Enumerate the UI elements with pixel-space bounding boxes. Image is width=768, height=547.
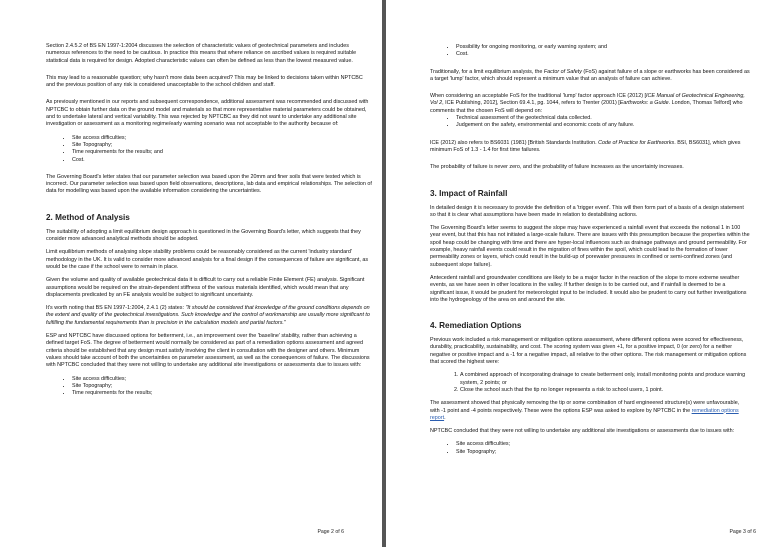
bullet-list — [430, 115, 750, 130]
text-run: . BSI, BS6031], which gives minimum FoS of 1.3 - 1.4 for first time failures. — [430, 139, 741, 153]
text-run: (FoS) against failure of a slope or earthworks has been considered as a target 'lump' factor, which should represent a minimum value that an analysis of failure can achieve. — [430, 68, 750, 82]
emphasis: Factor of Safety — [543, 68, 582, 75]
paragraph — [430, 69, 750, 84]
paragraph: In detailed design it is necessary to provide the definition of a 'trigger event'. This will then form part of a basis of a design statement so that it is clear what assumptions have been made in relation to destabilising actions. — [430, 204, 744, 218]
quote-text: "It should be considered that knowledge of the ground conditions depends on the extent and quality of the geotechnical investigations. Such knowledge and the control of workmanship are usually more significant to fulfilling the fundamental requirements than is precision in the calculation models and partial factors." — [46, 305, 370, 326]
text-run: Traditionally, for a limit equilibrium analysis, the — [430, 68, 544, 75]
paragraph — [46, 305, 372, 327]
paragraph: NPTCBC concluded that they were not willing to undertake any additional site investigations or assessments due to issues with: — [430, 428, 735, 435]
list-item: • Cost. — [72, 157, 372, 164]
text-run: ICE (2012) also refers to BS6031 (1981) [British Standards Institution. — [430, 139, 599, 146]
emphasis: Earthworks: a Guide — [619, 100, 669, 107]
list-item: • Judgement on the safety, environmental and economic costs of any failure. — [456, 122, 750, 129]
paragraph: Previous work included a risk management or mitigation options assessment, where different options were scored for effectiveness, durability, practicability, sustainability, and cost. The scoring system was given +1, for a positive impact, 0 (or zero) for a neither negative or positive impact and a -1 for a negative impact, all relative to the other options. The risk management or mitigation options that scored the highest were: — [430, 337, 747, 366]
numbered-list — [430, 372, 750, 394]
page-number: Page 2 of 6 — [317, 529, 344, 535]
emphasis: Code of Practice for Earthworks — [598, 139, 675, 146]
list-item: • Possibility for ongoing monitoring, or early warning system; and — [456, 44, 750, 51]
text-run: When considering an acceptable FoS for the traditional 'lump' factor approach ICE (2012) [ — [430, 93, 647, 100]
paragraph: Antecedent rainfall and groundwater conditions are likely to be a major factor in the reaction of the slope to more extreme weather events, as we have seen in other locations in the valley. If further design is to be carried out, and if rainfall is deemed to be a significant issue, it would be prudent for meteorologist input to be included. It would also be prudent to carry out further investigations into the hydrogeology of the area on and around the site. — [430, 274, 747, 303]
bullet-list — [46, 376, 372, 398]
text-run: It's worth noting that BS EN 1997-1:2004, 2.4.1 (2) states: — [46, 305, 186, 312]
list-item: • Time requirements for the results; and — [72, 149, 372, 156]
paragraph — [430, 400, 750, 422]
list-item: • Site Topography; — [72, 142, 372, 149]
list-item: • Site Topography; — [456, 449, 750, 456]
list-item: 2. Close the school such that the tip no longer represents a risk to school users, 1 point. — [460, 387, 750, 394]
paragraph: Limit equilibrium methods of analysing slope stability problems could be reasonably considered as the current 'industry standard' methodology in the UK. It is valid to consider more advanced analysis for a final design if the consequences of failure are significant, as would be the case if the school were to remain in place. — [46, 249, 369, 270]
list-item: 1. A combined approach of incorporating drainage to create betterment only, install monitoring points and produce warning system, 2 points; or — [460, 372, 750, 387]
paragraph: As previously mentioned in our reports and subsequent correspondence, additional assessment was recommended and discussed with NPTCBC to obtain further data on the ground model and materials so that more representative material parameters could be obtained, and to undertake lateral and vertical variability. This was rejected by NPTCBC as they did not want to undertake any additional site investigation or assessment as a monitoring regime/early warning scenario was not acceptable to the authority because of: — [46, 99, 369, 128]
bullet-list — [46, 135, 372, 164]
paragraph — [430, 93, 750, 115]
list-item: • Site access difficulties; — [72, 376, 372, 383]
text-run: The assessment showed that physically removing the tip or some combination of hard engineered structure(s) were unfavourable, with -1 point and -4 points respectively. These were the options ESP was asked to explore by NPTCBC in the — [430, 400, 740, 414]
list-item: • Site access difficulties; — [72, 135, 372, 142]
paragraph: The Governing Board's letter seems to suggest the slope may have experienced a rainfall event that exceeds the notional 1 in 100 year event, but that this has not initiated a large-scale failure. There are issues with this presumption because the properties within the spoil heap could be changing with time and there are hyper-local influences such as drainage pathways and ground permeability. For example, heavy rainfall events could result in the migration of fines within the spoil, which could lead to the formation of lower permeability zones or layers, which could result in the build-up of porewater pressures in confined or semi-confined zones (and subsequent slope failure). — [430, 225, 750, 268]
paragraph: The Governing Board's letter states that our parameter selection was based upon the 20mm and finer soils that were tested which is incorrect. Our parameter selection was based upon field observations, descriptions, lab data and empirical relationships. The selection of data for modelling was based upon the available information considering the uncertainties. — [46, 173, 372, 195]
text-run: . London, Thomas Telford] who comments that the chosen FoS will depend on: — [430, 100, 743, 114]
section-heading: 2. Method of Analysis — [46, 212, 130, 222]
section-heading: 3. Impact of Rainfall — [430, 188, 508, 198]
paragraph: Section 2.4.5.2 of BS EN 1997-1:2004 discusses the selection of characteristic values of geotechnical parameters and includes numerous references to the need to be cautious. In practice this means that where reliance on ascribed values is required suitable statistical data is required for design. Adopted characteristic values can often be defined as less than the lowest measured value. — [46, 43, 357, 64]
paragraph: The probability of failure is never zero, and the probability of failure increases as the uncertainty increases. — [430, 164, 684, 171]
page-2 — [0, 0, 382, 547]
emphasis: ICE Manual of Geotechnical Engineering, Vol 2 — [430, 93, 745, 107]
section-heading: 4. Remediation Options — [430, 321, 522, 331]
remediation-report-link[interactable]: remediation options report — [430, 407, 739, 421]
paragraph: ESP and NPTCBC have discussed options for betterment, i.e., an improvement over the 'baseline' stability, rather than achieving a defined target FoS. The degree of betterment would normally be considered as part of a remediation options assessment and agreed criteria should be established that any design must satisfy involving the client in consultation with the designer and others. Minimum values should take account of both the uncertainties on parameter assessment, as well as the consequences of failure. The discussions with NPTCBC concluded that they were not willing to undertake any additional site investigations or assessments due to issues with: — [46, 333, 370, 369]
paragraph — [430, 140, 750, 155]
list-item: • Site access difficulties; — [456, 441, 750, 448]
paragraph: Given the volume and quality of available geotechnical data it is difficult to carry out a reliable Finite Element (FE) analysis. Significant assumptions would be required on the strain-dependent stiffness of the various materials identified, which would mean that any displacements predicated by an FE analysis would be subject to significant uncertainty. — [46, 277, 365, 298]
page-3 — [386, 0, 768, 547]
list-item: • Site Topography; — [72, 383, 372, 390]
bullet-list — [430, 441, 750, 456]
paragraph: This may lead to a reasonable question; why hasn't more data been acquired? This may be linked to decisions taken within NPTCBC and the previous position of any risk is considered unacceptable to the school children and staff. — [46, 74, 363, 89]
list-item: • Cost. — [456, 51, 750, 58]
paragraph: The suitability of adopting a limit equilibrium design approach is questioned in the Governing Board's letter, which suggests that they consider more advanced analytical methods should be adopted. — [46, 228, 361, 243]
list-item: • Time requirements for the results; — [72, 390, 372, 397]
text-run: , ICE Publishing, 2012], Section 69.4.1, pg. 1044, refers to Trenter (2001) [ — [442, 100, 620, 107]
text-run: . — [444, 414, 446, 421]
bullet-list — [430, 44, 750, 59]
page-number: Page 3 of 6 — [729, 529, 756, 535]
list-item: • Technical assessment of the geotechnical data collected. — [456, 115, 750, 122]
